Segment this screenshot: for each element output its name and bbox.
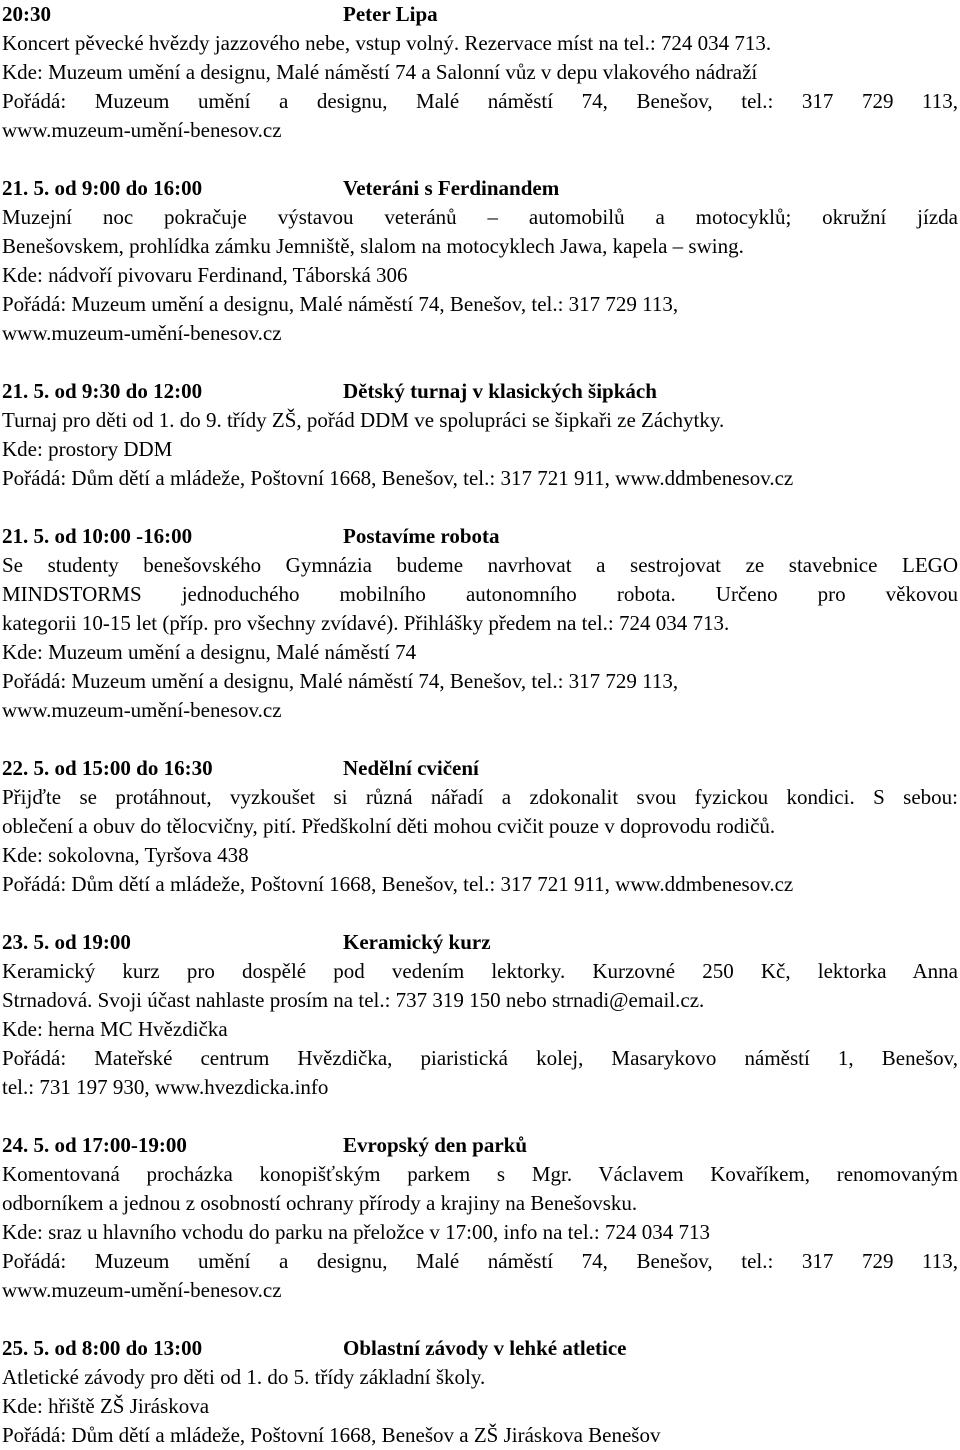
event-entry — [2, 928, 958, 1102]
event-text-line: Pořádá: Mateřské centrum Hvězdička, piaristická kolej, Masarykovo náměstí 1, Benešov, — [2, 1046, 958, 1070]
event-text-line: Přijďte se protáhnout, vyzkoušet si různá nářadí a zdokonalit svou fyzickou kondici. S sebou: — [2, 785, 958, 809]
event-separator — [2, 1305, 958, 1334]
event-text-line: Kde: prostory DDM — [2, 437, 173, 461]
event-text-line: Benešovskem, prohlídka zámku Jemniště, slalom na motocyklech Jawa, kapela – swing. — [2, 234, 744, 258]
event-title: Postavíme robota — [343, 524, 500, 548]
event-datetime: 25. 5. od 8:00 do 13:00 — [2, 1336, 203, 1360]
event-text-line: Keramický kurz pro dospělé pod vedením lektorky. Kurzovné 250 Kč, lektorka Anna — [2, 959, 958, 983]
event-text-line: Kde: Muzeum umění a designu, Malé náměstí 74 — [2, 640, 417, 664]
event-title: Peter Lipa — [343, 2, 438, 26]
event-text-line: Kde: sraz u hlavního vchodu do parku na přeložce v 17:00, info na tel.: 724 034 713 — [2, 1220, 710, 1244]
event-entry — [2, 522, 958, 725]
event-header — [2, 1334, 958, 1363]
event-entry — [2, 174, 958, 348]
event-text-line: Pořádá: Dům dětí a mládeže, Poštovní 1668, Benešov a ZŠ Jiráskova Benešov — [2, 1423, 661, 1447]
event-separator — [2, 348, 958, 377]
event-listing — [2, 0, 958, 1450]
event-datetime: 20:30 — [2, 2, 51, 26]
event-entry — [2, 754, 958, 899]
event-datetime: 21. 5. od 10:00 -16:00 — [2, 524, 193, 548]
event-entry — [2, 1334, 958, 1450]
event-datetime: 23. 5. od 19:00 — [2, 930, 131, 954]
event-text-line: www.muzeum-umění-benesov.cz — [2, 118, 282, 142]
event-text-line: Pořádá: Dům dětí a mládeže, Poštovní 1668, Benešov, tel.: 317 721 911, www.ddmbenesov.cz — [2, 466, 794, 490]
event-datetime: 21. 5. od 9:00 do 16:00 — [2, 176, 203, 200]
event-header — [2, 754, 958, 783]
event-datetime: 22. 5. od 15:00 do 16:30 — [2, 756, 213, 780]
event-header — [2, 522, 958, 551]
event-text-line: Strnadová. Svoji účast nahlaste prosím na tel.: 737 319 150 nebo strnadi@email.cz. — [2, 988, 705, 1012]
event-entry — [2, 1131, 958, 1305]
event-separator — [2, 145, 958, 174]
event-datetime: 24. 5. od 17:00-19:00 — [2, 1133, 187, 1157]
event-text-line: Se studenty benešovského Gymnázia budeme navrhovat a sestrojovat ze stavebnice LEGO — [2, 553, 958, 577]
event-title: Keramický kurz — [343, 930, 491, 954]
event-entry — [2, 0, 958, 145]
event-header — [2, 0, 958, 29]
event-text-line: Pořádá: Dům dětí a mládeže, Poštovní 1668, Benešov, tel.: 317 721 911, www.ddmbenesov.cz — [2, 872, 794, 896]
event-text-line: Kde: Muzeum umění a designu, Malé náměstí 74 a Salonní vůz v depu vlakového nádraží — [2, 60, 758, 84]
event-header — [2, 928, 958, 957]
event-title: Dětský turnaj v klasických šipkách — [343, 379, 657, 403]
event-text-line: Kde: hřiště ZŠ Jiráskova — [2, 1394, 210, 1418]
event-entry — [2, 377, 958, 493]
event-text-line: www.muzeum-umění-benesov.cz — [2, 321, 282, 345]
event-text-line: Koncert pěvecké hvězdy jazzového nebe, vstup volný. Rezervace míst na tel.: 724 034 713. — [2, 31, 772, 55]
event-text-line: Muzejní noc pokračuje výstavou veteránů – automobilů a motocyklů; okružní jízda — [2, 205, 958, 229]
event-text-line: Pořádá: Muzeum umění a designu, Malé náměstí 74, Benešov, tel.: 317 729 113, — [2, 669, 679, 693]
event-header — [2, 174, 958, 203]
event-text-line: www.muzeum-umění-benesov.cz — [2, 1278, 282, 1302]
event-header — [2, 377, 958, 406]
event-text-line: Komentovaná procházka konopišťským parkem s Mgr. Václavem Kovaříkem, renomovaným — [2, 1162, 958, 1186]
event-text-line: Turnaj pro děti od 1. do 9. třídy ZŠ, pořád DDM ve spolupráci se šipkaři ze Záchytky. — [2, 408, 725, 432]
event-text-line: Pořádá: Muzeum umění a designu, Malé náměstí 74, Benešov, tel.: 317 729 113, — [2, 1249, 958, 1273]
event-text-line: Pořádá: Muzeum umění a designu, Malé náměstí 74, Benešov, tel.: 317 729 113, — [2, 292, 679, 316]
event-separator — [2, 1102, 958, 1131]
event-text-line: odborníkem a jednou z osobností ochrany přírody a krajiny na Benešovsku. — [2, 1191, 638, 1215]
event-title: Evropský den parků — [343, 1133, 528, 1157]
event-separator — [2, 493, 958, 522]
event-text-line: kategorii 10-15 let (příp. pro všechny zvídavé). Přihlášky předem na tel.: 724 034 713. — [2, 611, 730, 635]
event-title: Oblastní závody v lehké atletice — [343, 1336, 627, 1360]
event-text-line: MINDSTORMS jednoduchého mobilního autonomního robota. Určeno pro věkovou — [2, 582, 958, 606]
event-title: Veteráni s Ferdinandem — [343, 176, 560, 200]
event-text-line: www.muzeum-umění-benesov.cz — [2, 698, 282, 722]
event-separator — [2, 725, 958, 754]
event-separator — [2, 899, 958, 928]
event-text-line: Kde: herna MC Hvězdička — [2, 1017, 228, 1041]
event-datetime: 21. 5. od 9:30 do 12:00 — [2, 379, 203, 403]
event-text-line: oblečení a obuv do tělocvičny, pití. Předškolní děti mohou cvičit pouze v doprovodu rodičů. — [2, 814, 776, 838]
event-title: Nedělní cvičení — [343, 756, 479, 780]
event-text-line: Atletické závody pro děti od 1. do 5. třídy základní školy. — [2, 1365, 486, 1389]
event-text-line: tel.: 731 197 930, www.hvezdicka.info — [2, 1075, 329, 1099]
event-header — [2, 1131, 958, 1160]
event-text-line: Kde: sokolovna, Tyršova 438 — [2, 843, 249, 867]
event-text-line: Kde: nádvoří pivovaru Ferdinand, Táborská 306 — [2, 263, 408, 287]
event-text-line: Pořádá: Muzeum umění a designu, Malé náměstí 74, Benešov, tel.: 317 729 113, — [2, 89, 958, 113]
